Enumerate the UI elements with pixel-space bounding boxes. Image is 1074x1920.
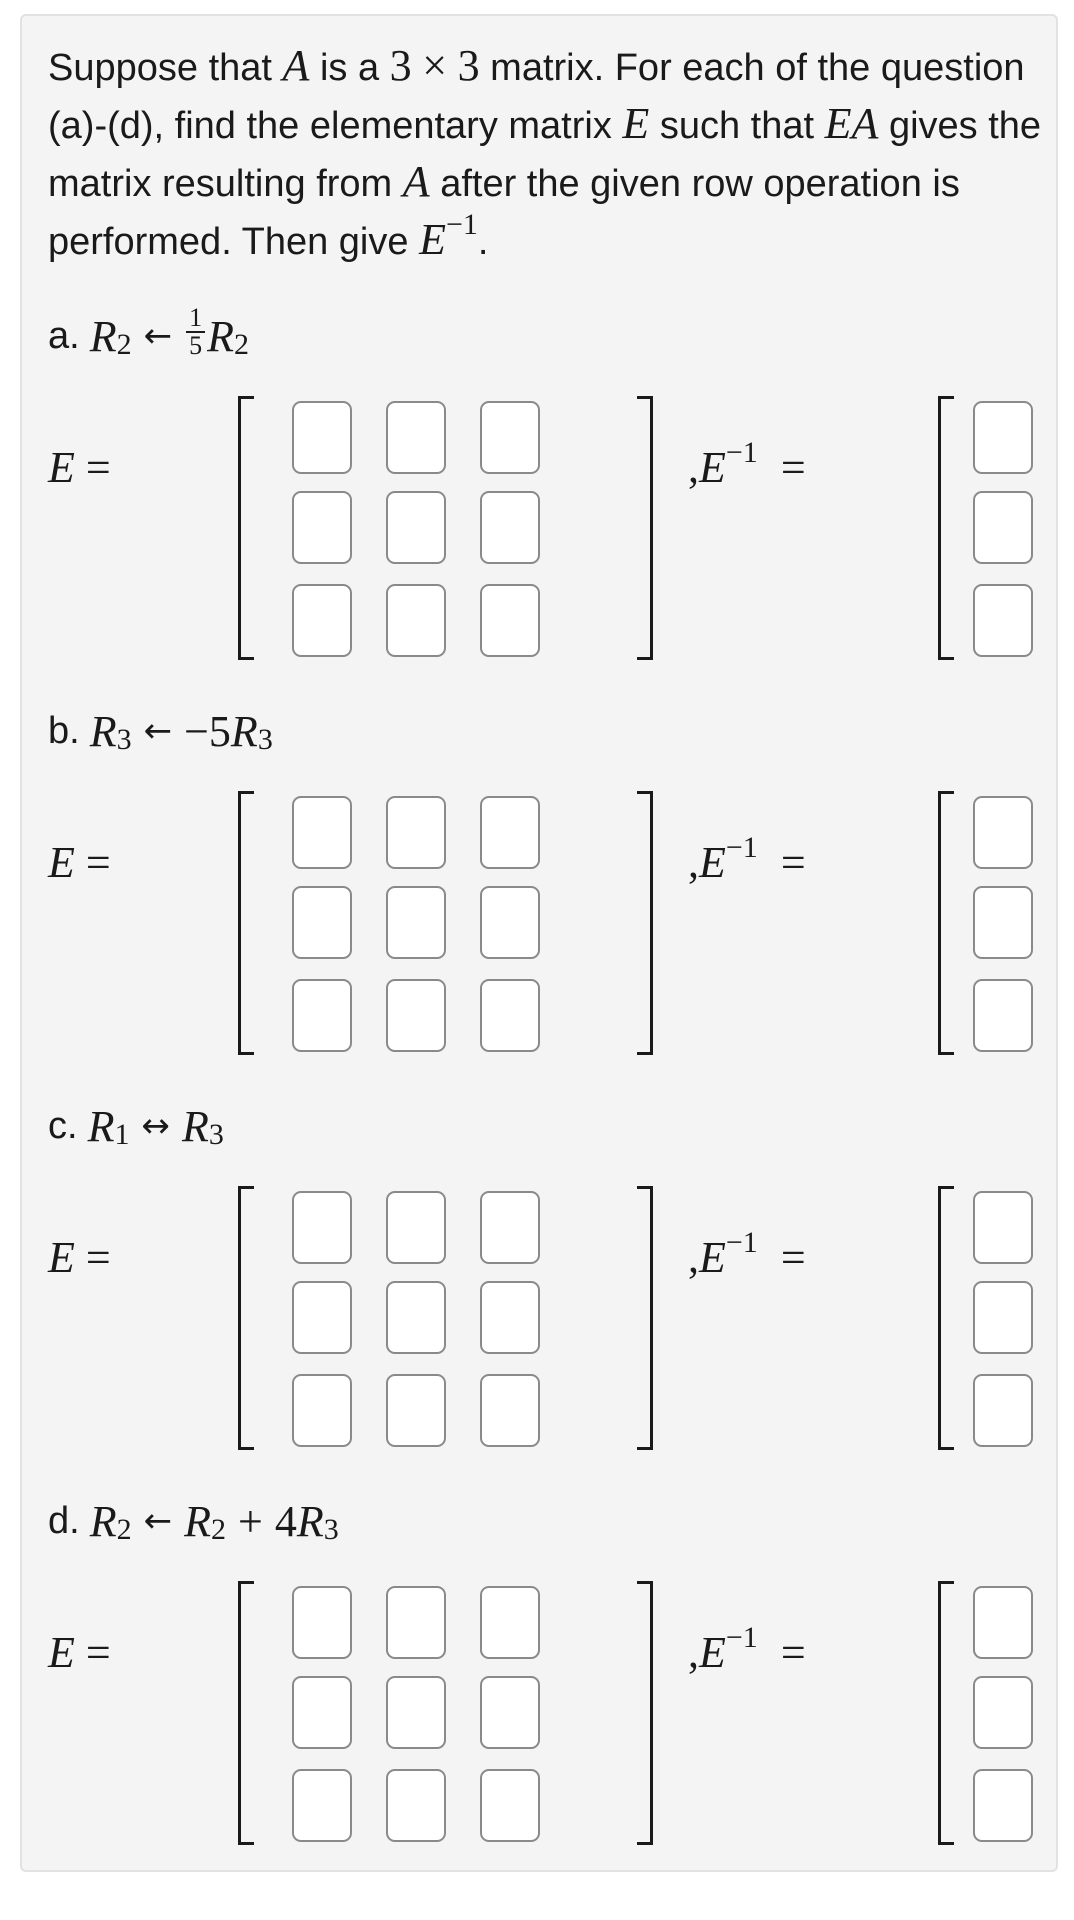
e-matrix-cell-r2-c2[interactable]: [386, 886, 446, 959]
e-matrix-cell-r3-c3[interactable]: [480, 584, 540, 657]
e-matrix-cell-r2-c3[interactable]: [480, 886, 540, 959]
part-d: [22, 1491, 1058, 1872]
e-inverse-label: $,E^{-1}$ =: [688, 1621, 806, 1677]
e-inverse-matrix-cell-r2-c1[interactable]: [973, 491, 1033, 564]
part-c-operation: c. R 1 ↔ R 3: [48, 1101, 224, 1151]
e-inverse-matrix-cell-r1-c1[interactable]: [973, 1586, 1033, 1659]
e-inverse-matrix-cell-r3-c1[interactable]: [973, 1769, 1033, 1842]
e-matrix-cell-r3-c1[interactable]: [292, 1769, 352, 1842]
e-inverse-matrix-cell-r2-c1[interactable]: [973, 1676, 1033, 1749]
e-inverse-matrix-cell-r3-c1[interactable]: [973, 979, 1033, 1052]
e-matrix-cell-r3-c2[interactable]: [386, 1374, 446, 1447]
e-matrix-cell-r1-c2[interactable]: [386, 1191, 446, 1264]
e-inverse-matrix-cell-r3-c1[interactable]: [973, 1374, 1033, 1447]
left-arrow-icon: ←: [143, 316, 173, 356]
e-inverse-matrix-cell-r3-c1[interactable]: [973, 584, 1033, 657]
part-d-operation: d. R 2 ← R 2 + 4 R 3: [48, 1496, 339, 1546]
swap-arrow-icon: ↔: [141, 1106, 170, 1146]
e-matrix-cell-r1-c3[interactable]: [480, 401, 540, 474]
e-matrix-cell-r2-c3[interactable]: [480, 1676, 540, 1749]
e-matrix-cell-r1-c3[interactable]: [480, 1191, 540, 1264]
e-matrix-cell-r2-c1[interactable]: [292, 1281, 352, 1354]
inverse-matrix-left-bracket: [938, 1186, 954, 1450]
e-label: E =: [48, 838, 111, 887]
inverse-matrix-left-bracket: [938, 791, 954, 1055]
e-matrix-cell-r1-c3[interactable]: [480, 796, 540, 869]
e-matrix-cell-r3-c3[interactable]: [480, 1374, 540, 1447]
e-inverse-matrix-cell-r1-c1[interactable]: [973, 1191, 1033, 1264]
e-matrix-cell-r3-c1[interactable]: [292, 584, 352, 657]
e-label: E =: [48, 443, 111, 492]
matrix-left-bracket: [238, 1186, 254, 1450]
part-b-operation: b. R 3 ← −5 R 3: [48, 706, 273, 756]
e-matrix-cell-r1-c2[interactable]: [386, 401, 446, 474]
matrix-left-bracket: [238, 791, 254, 1055]
e-matrix-cell-r3-c2[interactable]: [386, 979, 446, 1052]
e-matrix-cell-r3-c2[interactable]: [386, 584, 446, 657]
matrix-right-bracket: [637, 1581, 653, 1845]
e-matrix-cell-r2-c1[interactable]: [292, 491, 352, 564]
e-label: E =: [48, 1628, 111, 1677]
e-inverse-matrix-cell-r2-c1[interactable]: [973, 886, 1033, 959]
part-a-operation: a. R 2 ← $\frac{1}{5}$ R 2: [48, 303, 249, 361]
part-b: [22, 701, 1058, 1091]
e-label: E =: [48, 1233, 111, 1282]
e-matrix-cell-r3-c1[interactable]: [292, 979, 352, 1052]
matrix-right-bracket: [637, 1186, 653, 1450]
e-matrix-cell-r1-c3[interactable]: [480, 1586, 540, 1659]
matrix-left-bracket: [238, 396, 254, 660]
part-c: [22, 1096, 1058, 1486]
e-inverse-matrix-cell-r1-c1[interactable]: [973, 401, 1033, 474]
part-a: [22, 303, 1058, 696]
e-matrix-cell-r2-c1[interactable]: [292, 1676, 352, 1749]
e-matrix-cell-r2-c3[interactable]: [480, 1281, 540, 1354]
e-matrix-cell-r3-c3[interactable]: [480, 979, 540, 1052]
e-matrix-cell-r2-c2[interactable]: [386, 1676, 446, 1749]
question-prompt: Suppose that A is a 3 × 3 matrix. For each of the question (a)-(d), find the elementary matrix E such that EA gives the matrix resulting from A after the given row operation is performed. Then give $E^{-1}$.: [48, 41, 1042, 264]
e-matrix-cell-r1-c1[interactable]: [292, 1586, 352, 1659]
e-matrix-cell-r2-c2[interactable]: [386, 491, 446, 564]
e-matrix-cell-r2-c2[interactable]: [386, 1281, 446, 1354]
question-card: [20, 14, 1058, 1872]
e-inverse-label: $,E^{-1}$ =: [688, 1226, 806, 1282]
e-matrix-cell-r1-c1[interactable]: [292, 1191, 352, 1264]
inverse-matrix-left-bracket: [938, 1581, 954, 1845]
e-matrix-cell-r1-c1[interactable]: [292, 401, 352, 474]
e-matrix-cell-r1-c2[interactable]: [386, 1586, 446, 1659]
e-matrix-cell-r2-c1[interactable]: [292, 886, 352, 959]
e-matrix-cell-r1-c2[interactable]: [386, 796, 446, 869]
inverse-matrix-left-bracket: [938, 396, 954, 660]
e-inverse-matrix-cell-r2-c1[interactable]: [973, 1281, 1033, 1354]
left-arrow-icon: ←: [143, 1501, 173, 1541]
e-inverse-label: $,E^{-1}$ =: [688, 436, 806, 492]
left-arrow-icon: ←: [143, 711, 173, 751]
e-matrix-cell-r1-c1[interactable]: [292, 796, 352, 869]
matrix-left-bracket: [238, 1581, 254, 1845]
e-matrix-cell-r3-c3[interactable]: [480, 1769, 540, 1842]
e-inverse-matrix-cell-r1-c1[interactable]: [973, 796, 1033, 869]
e-matrix-cell-r3-c2[interactable]: [386, 1769, 446, 1842]
e-inverse-label: $,E^{-1}$ =: [688, 831, 806, 887]
fraction: $\frac{1}{5}$: [186, 305, 205, 359]
matrix-right-bracket: [637, 791, 653, 1055]
e-matrix-cell-r3-c1[interactable]: [292, 1374, 352, 1447]
e-matrix-cell-r2-c3[interactable]: [480, 491, 540, 564]
matrix-right-bracket: [637, 396, 653, 660]
